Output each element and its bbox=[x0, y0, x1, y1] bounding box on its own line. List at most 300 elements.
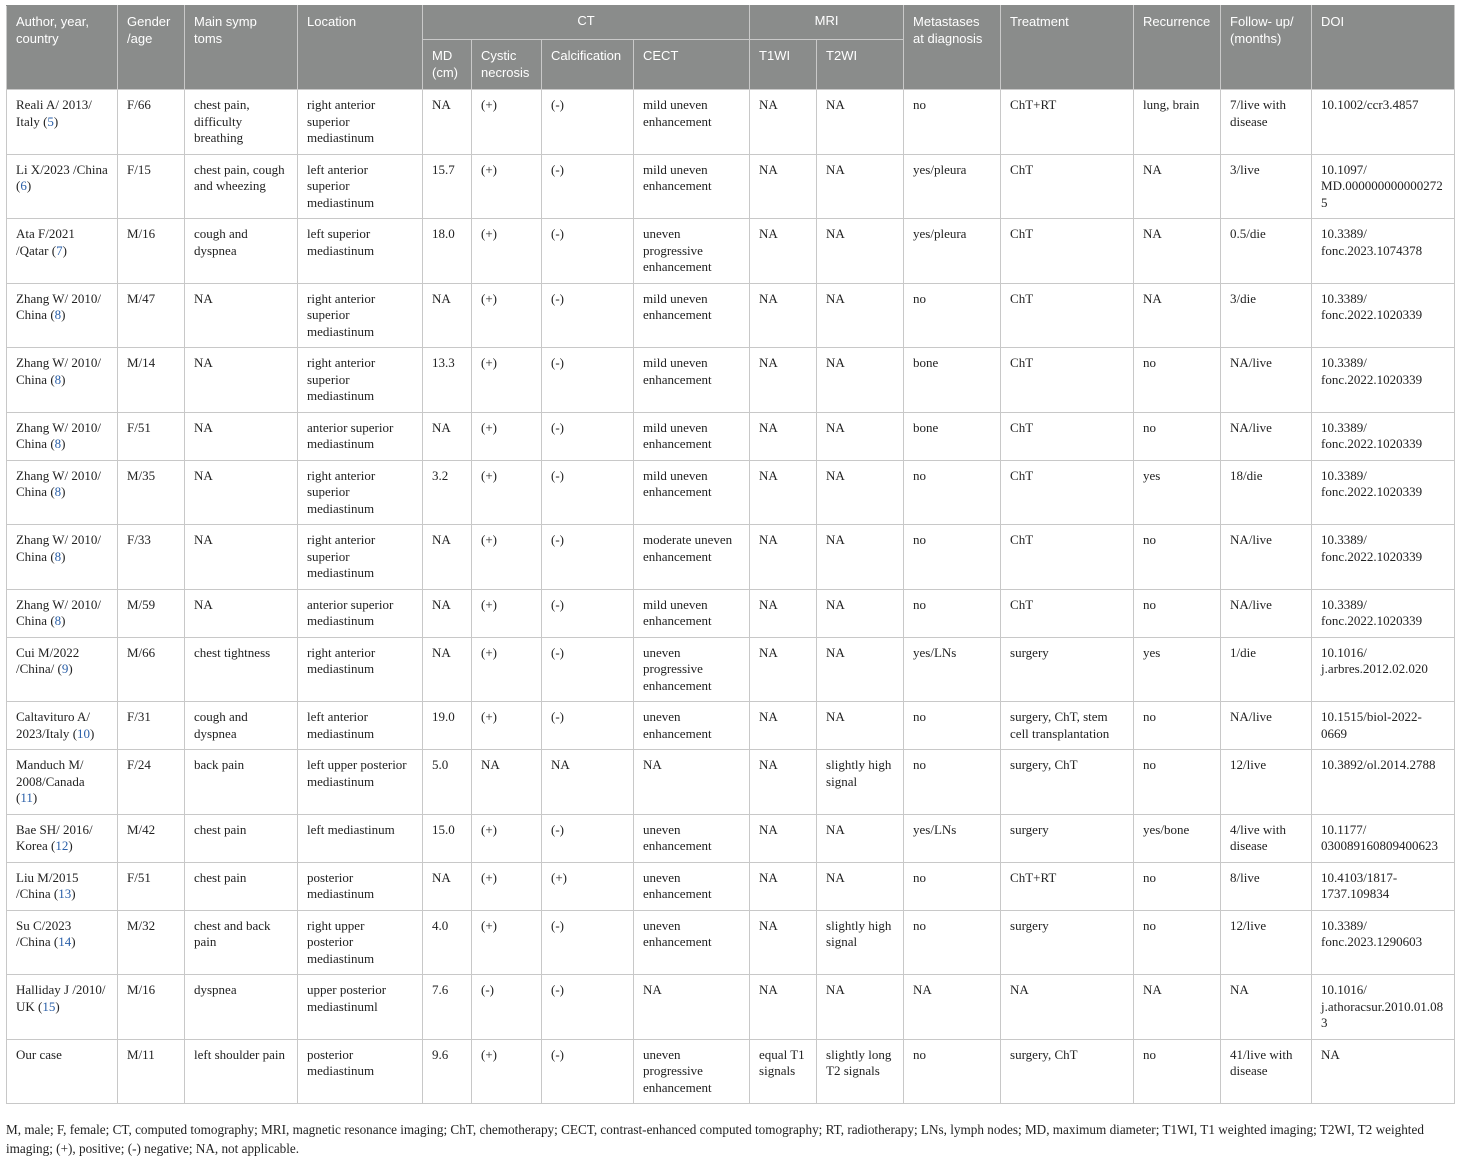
header-metastases: Metastases at diagnosis bbox=[904, 6, 1001, 90]
cell-calcification: (-) bbox=[542, 1039, 634, 1104]
cell-followup: 1/die bbox=[1221, 637, 1312, 702]
cell-md: 5.0 bbox=[423, 750, 472, 815]
reference-link[interactable]: 8 bbox=[54, 613, 62, 628]
cell-author: Li X/2023 /China (6) bbox=[7, 154, 118, 219]
cell-t2wi: NA bbox=[817, 975, 904, 1040]
cell-t1wi: NA bbox=[750, 348, 817, 413]
cell-recurrence: yes bbox=[1134, 637, 1221, 702]
cell-author: Bae SH/ 2016/ Korea (12) bbox=[7, 814, 118, 862]
reference-link[interactable]: 8 bbox=[54, 484, 62, 499]
table-row bbox=[7, 814, 1455, 862]
author-text: Su C/2023 /China bbox=[16, 917, 72, 949]
cell-recurrence: no bbox=[1134, 348, 1221, 413]
header-symptoms: Main symp toms bbox=[185, 6, 298, 90]
cell-metastases: no bbox=[904, 910, 1001, 975]
cell-metastases: yes/pleura bbox=[904, 219, 1001, 284]
cell-location: right anterior superior mediastinum bbox=[298, 90, 423, 155]
cell-gender-age: M/66 bbox=[118, 637, 185, 702]
cell-calcification: (-) bbox=[542, 283, 634, 348]
reference-link[interactable]: 8 bbox=[54, 307, 62, 322]
cell-location: left superior mediastinum bbox=[298, 219, 423, 284]
cell-treatment: surgery, ChT bbox=[1001, 1039, 1134, 1104]
cell-calcification: (-) bbox=[542, 90, 634, 155]
cell-cect: uneven progressive enhancement bbox=[634, 1039, 750, 1104]
cell-calcification: (-) bbox=[542, 975, 634, 1040]
header-treatment: Treatment bbox=[1001, 6, 1134, 90]
cell-md: NA bbox=[423, 283, 472, 348]
cell-t1wi: NA bbox=[750, 525, 817, 590]
cell-cystic-necrosis: (+) bbox=[472, 412, 542, 460]
cell-md: NA bbox=[423, 637, 472, 702]
cell-location: right anterior superior mediastinum bbox=[298, 348, 423, 413]
cell-location: right anterior superior mediastinum bbox=[298, 525, 423, 590]
cell-md: 9.6 bbox=[423, 1039, 472, 1104]
author-text: Zhang W/ 2010/ China bbox=[16, 290, 101, 322]
table-row bbox=[7, 910, 1455, 975]
cell-author: Manduch M/ 2008/Canada (11) bbox=[7, 750, 118, 815]
cell-author: Zhang W/ 2010/ China (8) bbox=[7, 348, 118, 413]
author-text: Our case bbox=[16, 1046, 62, 1062]
cell-t2wi: NA bbox=[817, 90, 904, 155]
table-row bbox=[7, 283, 1455, 348]
header-gender-age: Gender /age bbox=[118, 6, 185, 90]
reference-link[interactable]: 9 bbox=[61, 661, 69, 676]
cell-doi: 10.3389/ fonc.2022.1020339 bbox=[1312, 589, 1455, 637]
cell-calcification: (-) bbox=[542, 219, 634, 284]
cell-location: posterior mediastinum bbox=[298, 1039, 423, 1104]
cell-cystic-necrosis: (+) bbox=[472, 525, 542, 590]
table-row bbox=[7, 460, 1455, 525]
cell-t2wi: NA bbox=[817, 154, 904, 219]
cell-cect: mild uneven enhancement bbox=[634, 154, 750, 219]
table-container bbox=[6, 5, 1455, 1104]
cell-md: NA bbox=[423, 90, 472, 155]
cell-symptoms: NA bbox=[185, 589, 298, 637]
cell-metastases: yes/pleura bbox=[904, 154, 1001, 219]
cell-metastases: bone bbox=[904, 348, 1001, 413]
cell-treatment: NA bbox=[1001, 975, 1134, 1040]
cell-cystic-necrosis: (+) bbox=[472, 90, 542, 155]
cell-t1wi: NA bbox=[750, 814, 817, 862]
cell-calcification: (-) bbox=[542, 702, 634, 750]
reference-link[interactable]: 8 bbox=[54, 548, 62, 564]
table-row bbox=[7, 348, 1455, 413]
cell-md: 13.3 bbox=[423, 348, 472, 413]
cell-symptoms: NA bbox=[185, 460, 298, 525]
header-doi: DOI bbox=[1312, 6, 1455, 90]
cell-location: left anterior superior mediastinum bbox=[298, 154, 423, 219]
cell-followup: 7/live with disease bbox=[1221, 90, 1312, 155]
cell-author: Caltavituro A/ 2023/Italy (10) bbox=[7, 702, 118, 750]
author-text: Li X/2023 /China bbox=[16, 161, 108, 177]
cell-gender-age: M/42 bbox=[118, 814, 185, 862]
cell-treatment: surgery, ChT, stem cell transplantation bbox=[1001, 702, 1134, 750]
cell-doi: 10.3389/ fonc.2022.1020339 bbox=[1312, 525, 1455, 590]
cell-location: left upper posterior mediastinum bbox=[298, 750, 423, 815]
cell-followup: NA/live bbox=[1221, 702, 1312, 750]
cell-followup: 12/live bbox=[1221, 910, 1312, 975]
cell-treatment: surgery bbox=[1001, 910, 1134, 975]
cell-metastases: yes/LNs bbox=[904, 637, 1001, 702]
cell-t2wi: slightly high signal bbox=[817, 910, 904, 975]
cell-symptoms: cough and dyspnea bbox=[185, 219, 298, 284]
cell-doi: 10.4103/1817- 1737.109834 bbox=[1312, 862, 1455, 910]
cell-symptoms: cough and dyspnea bbox=[185, 702, 298, 750]
cell-cect: uneven progressive enhancement bbox=[634, 637, 750, 702]
author-text: Liu M/2015 /China bbox=[16, 869, 79, 901]
cell-author bbox=[7, 1039, 118, 1104]
cell-t2wi: NA bbox=[817, 348, 904, 413]
cell-t1wi: NA bbox=[750, 460, 817, 525]
reference-link[interactable]: 8 bbox=[54, 371, 62, 387]
cell-md: 15.0 bbox=[423, 814, 472, 862]
table-row bbox=[7, 1039, 1455, 1104]
table-header bbox=[7, 6, 1455, 90]
reference-link[interactable]: 8 bbox=[54, 436, 62, 451]
cell-recurrence: no bbox=[1134, 702, 1221, 750]
cell-doi: 10.3389/ fonc.2023.1074378 bbox=[1312, 219, 1455, 284]
cell-symptoms: NA bbox=[185, 525, 298, 590]
cell-gender-age: M/32 bbox=[118, 910, 185, 975]
cell-doi: NA bbox=[1312, 1039, 1455, 1104]
cell-symptoms: NA bbox=[185, 412, 298, 460]
cell-calcification: (-) bbox=[542, 814, 634, 862]
cell-recurrence: no bbox=[1134, 862, 1221, 910]
cell-gender-age: M/14 bbox=[118, 348, 185, 413]
reference-link[interactable]: 13 bbox=[58, 886, 72, 901]
cell-symptoms: chest pain bbox=[185, 862, 298, 910]
cell-t2wi: NA bbox=[817, 862, 904, 910]
cell-gender-age: F/33 bbox=[118, 525, 185, 590]
cell-cystic-necrosis: (+) bbox=[472, 910, 542, 975]
cell-doi: 10.1016/ j.athoracsur.2010.01.083 bbox=[1312, 975, 1455, 1040]
cell-gender-age: M/11 bbox=[118, 1039, 185, 1104]
cell-cystic-necrosis: (+) bbox=[472, 589, 542, 637]
cell-followup: NA bbox=[1221, 975, 1312, 1040]
cell-treatment: ChT bbox=[1001, 412, 1134, 460]
case-comparison-table bbox=[6, 5, 1455, 1104]
reference-link[interactable]: 5 bbox=[47, 113, 54, 129]
cell-cect: uneven enhancement bbox=[634, 862, 750, 910]
cell-author: Su C/2023 /China (14) bbox=[7, 910, 118, 975]
cell-recurrence: NA bbox=[1134, 219, 1221, 284]
cell-author: Zhang W/ 2010/ China (8) bbox=[7, 283, 118, 348]
cell-location: right anterior superior mediastinum bbox=[298, 460, 423, 525]
reference-link[interactable]: 7 bbox=[56, 242, 63, 258]
cell-cect: NA bbox=[634, 750, 750, 815]
cell-doi: 10.3389/ fonc.2022.1020339 bbox=[1312, 412, 1455, 460]
cell-cystic-necrosis: (+) bbox=[472, 283, 542, 348]
cell-symptoms: NA bbox=[185, 283, 298, 348]
cell-cystic-necrosis: (+) bbox=[472, 460, 542, 525]
cell-followup: 3/live bbox=[1221, 154, 1312, 219]
cell-cect: mild uneven enhancement bbox=[634, 90, 750, 155]
cell-cect: uneven progressive enhancement bbox=[634, 219, 750, 284]
cell-md: NA bbox=[423, 412, 472, 460]
cell-t2wi: NA bbox=[817, 283, 904, 348]
cell-recurrence: no bbox=[1134, 1039, 1221, 1104]
author-text: Zhang W/ 2010/ China bbox=[16, 532, 101, 564]
cell-md: 3.2 bbox=[423, 460, 472, 525]
cell-md: 4.0 bbox=[423, 910, 472, 975]
cell-treatment: ChT bbox=[1001, 460, 1134, 525]
table-row bbox=[7, 525, 1455, 590]
cell-t1wi: NA bbox=[750, 412, 817, 460]
cell-symptoms: back pain bbox=[185, 750, 298, 815]
author-text: Zhang W/ 2010/ China bbox=[16, 355, 101, 387]
cell-t2wi: NA bbox=[817, 460, 904, 525]
cell-treatment: surgery, ChT bbox=[1001, 750, 1134, 815]
cell-calcification: (-) bbox=[542, 637, 634, 702]
cell-doi: 10.1177/ 030089160809400623 bbox=[1312, 814, 1455, 862]
cell-author: Zhang W/ 2010/ China (8) bbox=[7, 589, 118, 637]
header-cystic-necrosis: Cystic necrosis bbox=[472, 40, 542, 90]
cell-treatment: ChT bbox=[1001, 525, 1134, 590]
author-text: Halliday J /2010/ UK bbox=[16, 982, 106, 1014]
cell-symptoms: left shoulder pain bbox=[185, 1039, 298, 1104]
cell-t1wi: NA bbox=[750, 862, 817, 910]
cell-recurrence: yes/bone bbox=[1134, 814, 1221, 862]
cell-author: Zhang W/ 2010/ China (8) bbox=[7, 412, 118, 460]
header-md: MD (cm) bbox=[423, 40, 472, 90]
cell-metastases: NA bbox=[904, 975, 1001, 1040]
cell-metastases: yes/LNs bbox=[904, 814, 1001, 862]
cell-location: right anterior mediastinum bbox=[298, 637, 423, 702]
cell-t1wi: NA bbox=[750, 702, 817, 750]
author-text: Zhang W/ 2010/ China bbox=[16, 419, 101, 451]
cell-treatment: ChT bbox=[1001, 348, 1134, 413]
cell-calcification: (-) bbox=[542, 348, 634, 413]
cell-metastases: no bbox=[904, 90, 1001, 155]
cell-doi: 10.1016/ j.arbres.2012.02.020 bbox=[1312, 637, 1455, 702]
cell-author: Liu M/2015 /China (13) bbox=[7, 862, 118, 910]
cell-metastases: no bbox=[904, 702, 1001, 750]
cell-gender-age: F/66 bbox=[118, 90, 185, 155]
cell-t1wi: NA bbox=[750, 750, 817, 815]
cell-t2wi: NA bbox=[817, 219, 904, 284]
cell-doi: 10.1097/ MD.0000000000002725 bbox=[1312, 154, 1455, 219]
cell-location: right anterior superior mediastinum bbox=[298, 283, 423, 348]
table-row bbox=[7, 637, 1455, 702]
cell-treatment: ChT bbox=[1001, 589, 1134, 637]
header-author: Author, year, country bbox=[7, 6, 118, 90]
cell-followup: 18/die bbox=[1221, 460, 1312, 525]
header-cect: CECT bbox=[634, 40, 750, 90]
cell-author: Zhang W/ 2010/ China (8) bbox=[7, 460, 118, 525]
cell-cystic-necrosis: (+) bbox=[472, 637, 542, 702]
table-body bbox=[7, 90, 1455, 1104]
cell-followup: 12/live bbox=[1221, 750, 1312, 815]
reference-link[interactable]: 10 bbox=[77, 725, 91, 741]
cell-md: NA bbox=[423, 525, 472, 590]
header-calcification: Calcification bbox=[542, 40, 634, 90]
cell-doi: 10.1002/ccr3.4857 bbox=[1312, 90, 1455, 155]
cell-doi: 10.3892/ol.2014.2788 bbox=[1312, 750, 1455, 815]
cell-md: 18.0 bbox=[423, 219, 472, 284]
cell-cystic-necrosis: (-) bbox=[472, 975, 542, 1040]
author-text: Cui M/2022 /China/ bbox=[16, 644, 80, 676]
cell-t1wi: equal T1 signals bbox=[750, 1039, 817, 1104]
cell-treatment: ChT bbox=[1001, 219, 1134, 284]
cell-doi: 10.3389/ fonc.2022.1020339 bbox=[1312, 283, 1455, 348]
table-row bbox=[7, 862, 1455, 910]
cell-md: 19.0 bbox=[423, 702, 472, 750]
cell-recurrence: no bbox=[1134, 525, 1221, 590]
author-text: Caltavituro A/ 2023/Italy bbox=[16, 709, 91, 741]
header-group-ct: CT bbox=[423, 6, 750, 40]
cell-followup: NA/live bbox=[1221, 589, 1312, 637]
reference-link[interactable]: 12 bbox=[55, 838, 69, 853]
cell-recurrence: no bbox=[1134, 750, 1221, 815]
cell-md: NA bbox=[423, 589, 472, 637]
cell-recurrence: lung, brain bbox=[1134, 90, 1221, 155]
cell-metastases: no bbox=[904, 460, 1001, 525]
cell-cystic-necrosis: (+) bbox=[472, 154, 542, 219]
cell-location: anterior superior mediastinum bbox=[298, 412, 423, 460]
cell-symptoms: chest pain, difficulty breathing bbox=[185, 90, 298, 155]
cell-calcification: (+) bbox=[542, 862, 634, 910]
cell-gender-age: M/59 bbox=[118, 589, 185, 637]
cell-symptoms: chest and back pain bbox=[185, 910, 298, 975]
cell-treatment: ChT+RT bbox=[1001, 90, 1134, 155]
cell-cystic-necrosis: NA bbox=[472, 750, 542, 815]
cell-gender-age: M/47 bbox=[118, 283, 185, 348]
cell-gender-age: F/15 bbox=[118, 154, 185, 219]
cell-md: 7.6 bbox=[423, 975, 472, 1040]
cell-author: Ata F/2021 /Qatar (7) bbox=[7, 219, 118, 284]
cell-calcification: NA bbox=[542, 750, 634, 815]
cell-t1wi: NA bbox=[750, 283, 817, 348]
author-text: Zhang W/ 2010/ China bbox=[16, 596, 101, 628]
cell-cect: mild uneven enhancement bbox=[634, 348, 750, 413]
reference-link[interactable]: 15 bbox=[42, 998, 56, 1014]
header-group-mri: MRI bbox=[750, 6, 904, 40]
cell-t1wi: NA bbox=[750, 975, 817, 1040]
cell-followup: NA/live bbox=[1221, 412, 1312, 460]
cell-recurrence: no bbox=[1134, 589, 1221, 637]
cell-location: posterior mediastinum bbox=[298, 862, 423, 910]
cell-recurrence: NA bbox=[1134, 283, 1221, 348]
cell-gender-age: M/16 bbox=[118, 975, 185, 1040]
cell-t1wi: NA bbox=[750, 154, 817, 219]
cell-recurrence: no bbox=[1134, 910, 1221, 975]
cell-calcification: (-) bbox=[542, 412, 634, 460]
cell-t2wi: NA bbox=[817, 525, 904, 590]
cell-md: NA bbox=[423, 862, 472, 910]
reference-link[interactable]: 11 bbox=[20, 790, 33, 805]
cell-t2wi: NA bbox=[817, 814, 904, 862]
cell-t2wi: NA bbox=[817, 412, 904, 460]
cell-cect: uneven enhancement bbox=[634, 910, 750, 975]
cell-followup: 4/live with disease bbox=[1221, 814, 1312, 862]
cell-treatment: surgery bbox=[1001, 637, 1134, 702]
author-text: Reali A/ 2013/ Italy bbox=[16, 97, 92, 129]
cell-metastases: no bbox=[904, 283, 1001, 348]
cell-t1wi: NA bbox=[750, 90, 817, 155]
cell-metastases: no bbox=[904, 589, 1001, 637]
cell-t1wi: NA bbox=[750, 637, 817, 702]
cell-followup: NA/live bbox=[1221, 348, 1312, 413]
cell-t2wi: NA bbox=[817, 702, 904, 750]
cell-cect: NA bbox=[634, 975, 750, 1040]
cell-location: left mediastinum bbox=[298, 814, 423, 862]
cell-location: upper posterior mediastinuml bbox=[298, 975, 423, 1040]
author-text: Ata F/2021 /Qatar bbox=[16, 226, 75, 258]
header-location: Location bbox=[298, 6, 423, 90]
cell-cystic-necrosis: (+) bbox=[472, 862, 542, 910]
cell-doi: 10.1515/biol-2022-0669 bbox=[1312, 702, 1455, 750]
cell-cystic-necrosis: (+) bbox=[472, 1039, 542, 1104]
cell-gender-age: F/31 bbox=[118, 702, 185, 750]
cell-cect: mild uneven enhancement bbox=[634, 460, 750, 525]
cell-doi: 10.3389/ fonc.2022.1020339 bbox=[1312, 460, 1455, 525]
cell-location: anterior superior mediastinum bbox=[298, 589, 423, 637]
cell-followup: 0.5/die bbox=[1221, 219, 1312, 284]
cell-symptoms: NA bbox=[185, 348, 298, 413]
cell-followup: 3/die bbox=[1221, 283, 1312, 348]
cell-cect: mild uneven enhancement bbox=[634, 589, 750, 637]
cell-symptoms: dyspnea bbox=[185, 975, 298, 1040]
cell-cystic-necrosis: (+) bbox=[472, 348, 542, 413]
cell-cect: mild uneven enhancement bbox=[634, 412, 750, 460]
cell-followup: 41/live with disease bbox=[1221, 1039, 1312, 1104]
author-text: Bae SH/ 2016/ Korea bbox=[16, 821, 93, 853]
cell-gender-age: F/51 bbox=[118, 862, 185, 910]
cell-recurrence: NA bbox=[1134, 154, 1221, 219]
cell-doi: 10.3389/ fonc.2023.1290603 bbox=[1312, 910, 1455, 975]
cell-metastases: no bbox=[904, 862, 1001, 910]
cell-author: Cui M/2022 /China/ (9) bbox=[7, 637, 118, 702]
cell-gender-age: F/24 bbox=[118, 750, 185, 815]
cell-t2wi: slightly long T2 signals bbox=[817, 1039, 904, 1104]
table-row bbox=[7, 975, 1455, 1040]
cell-treatment: ChT bbox=[1001, 283, 1134, 348]
cell-metastases: no bbox=[904, 750, 1001, 815]
table-footnote: M, male; F, female; CT, computed tomography; MRI, magnetic resonance imaging; ChT, chemotherapy; CECT, contrast-enhanced computed tomography; RT, radiotherapy; LNs, lymph nodes; MD, maximum diameter; T1WI, T1 weighted imaging; T2WI, T2 weighted imaging; (+), positive; (-) negative; NA, not applicable. bbox=[6, 1122, 1424, 1156]
table-row bbox=[7, 90, 1455, 155]
cell-treatment: surgery bbox=[1001, 814, 1134, 862]
cell-t2wi: NA bbox=[817, 589, 904, 637]
table-row bbox=[7, 750, 1455, 815]
cell-cect: uneven enhancement bbox=[634, 702, 750, 750]
cell-metastases: no bbox=[904, 1039, 1001, 1104]
cell-cect: moderate uneven enhancement bbox=[634, 525, 750, 590]
cell-calcification: (-) bbox=[542, 525, 634, 590]
author-text: Manduch M/ 2008/Canada bbox=[16, 757, 85, 789]
cell-followup: NA/live bbox=[1221, 525, 1312, 590]
cell-recurrence: yes bbox=[1134, 460, 1221, 525]
cell-calcification: (-) bbox=[542, 460, 634, 525]
cell-followup: 8/live bbox=[1221, 862, 1312, 910]
cell-recurrence: NA bbox=[1134, 975, 1221, 1040]
cell-t1wi: NA bbox=[750, 910, 817, 975]
table-row bbox=[7, 154, 1455, 219]
cell-t2wi: NA bbox=[817, 637, 904, 702]
cell-symptoms: chest tightness bbox=[185, 637, 298, 702]
cell-author: Halliday J /2010/ UK (15) bbox=[7, 975, 118, 1040]
cell-gender-age: M/35 bbox=[118, 460, 185, 525]
header-t2wi: T2WI bbox=[817, 40, 904, 90]
cell-cystic-necrosis: (+) bbox=[472, 814, 542, 862]
cell-md: 15.7 bbox=[423, 154, 472, 219]
reference-link[interactable]: 14 bbox=[58, 934, 72, 949]
cell-author: Reali A/ 2013/ Italy (5) bbox=[7, 90, 118, 155]
cell-location: right upper posterior mediastinum bbox=[298, 910, 423, 975]
table-row bbox=[7, 219, 1455, 284]
cell-t2wi: slightly high signal bbox=[817, 750, 904, 815]
reference-link[interactable]: 6 bbox=[20, 178, 27, 193]
cell-gender-age: M/16 bbox=[118, 219, 185, 284]
